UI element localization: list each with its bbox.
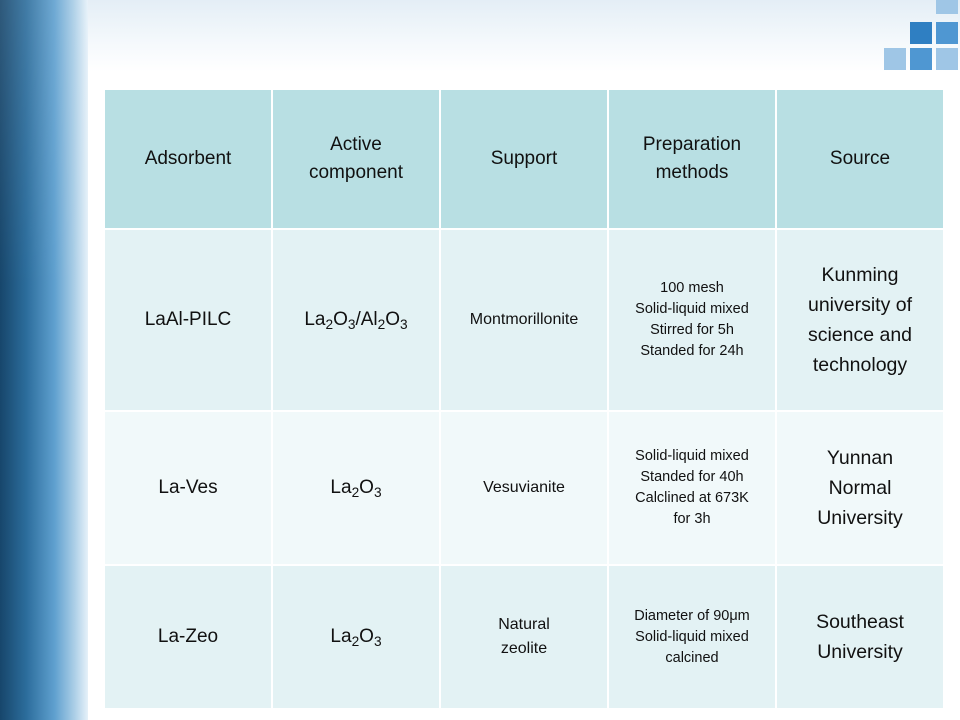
cell-adsorbent: La-Zeo [105, 566, 271, 708]
chem-formula [330, 477, 382, 501]
formula-subscript: 2 [325, 317, 334, 333]
header-active-component [273, 90, 439, 228]
cell-preparation [609, 230, 775, 410]
decor-square [910, 22, 932, 44]
support-line: Natural [498, 616, 550, 633]
formula-text: /Al [355, 309, 378, 330]
formula-text: O [359, 626, 374, 647]
header-line: methods [655, 162, 729, 183]
source-line: technology [812, 354, 908, 376]
prep-line: Calclined at 673K [635, 490, 749, 506]
formula-text: O [333, 309, 348, 330]
decorative-squares [0, 0, 960, 90]
adsorbent-comparison-table [103, 88, 945, 710]
source-line: University [817, 641, 903, 663]
source-line: Southeast [816, 611, 904, 633]
table-row [105, 566, 943, 708]
decor-square [936, 22, 958, 44]
header-line: Adsorbent [144, 148, 232, 169]
chem-formula [304, 309, 408, 333]
cell-support [441, 566, 607, 708]
formula-subscript: 3 [400, 317, 408, 333]
formula-subscript: 3 [373, 485, 382, 501]
source-line: Kunming [821, 264, 899, 286]
cell-active-component [273, 412, 439, 564]
cell-source [777, 566, 943, 708]
prep-line: 100 mesh [660, 280, 724, 296]
cell-support [441, 230, 607, 410]
comparison-table-frame [103, 88, 945, 708]
cell-support [441, 412, 607, 564]
cell-active-component [273, 230, 439, 410]
header-source [777, 90, 943, 228]
header-adsorbent [105, 90, 271, 228]
formula-subscript: 3 [347, 317, 356, 333]
header-line: component [308, 162, 403, 183]
header-line: Active [330, 134, 382, 155]
prep-line: Standed for 24h [640, 343, 744, 359]
cell-preparation [609, 412, 775, 564]
table-row [105, 412, 943, 564]
decor-square [910, 48, 932, 70]
prep-line: calcined [665, 649, 719, 666]
table-row [105, 230, 943, 410]
decor-square [884, 48, 906, 70]
cell-active-component [273, 566, 439, 708]
chem-formula [330, 626, 382, 650]
prep-line: Standed for 40h [640, 469, 744, 485]
table-header-row [105, 90, 943, 228]
source-line: University [817, 507, 903, 529]
cell-preparation [609, 566, 775, 708]
cell-source [777, 412, 943, 564]
cell-source [777, 230, 943, 410]
header-line: Source [829, 148, 891, 169]
source-line: Yunnan [826, 447, 894, 469]
left-gradient-bar [0, 0, 88, 720]
formula-subscript: 3 [373, 634, 382, 650]
header-line: Preparation [642, 134, 742, 155]
formula-text: O [385, 309, 401, 330]
prep-line: Solid-liquid mixed [635, 301, 749, 317]
prep-line: Solid-liquid mixed [635, 448, 749, 464]
formula-subscript: 2 [351, 634, 360, 650]
support-line: zeolite [500, 640, 548, 657]
header-line: Support [490, 148, 558, 169]
prep-line: Stirred for 5h [650, 322, 734, 338]
prep-line: Diameter of 90μm [634, 607, 750, 624]
prep-line: Solid-liquid mixed [635, 628, 749, 645]
cell-adsorbent: La-Ves [105, 412, 271, 564]
formula-subscript: 2 [377, 317, 386, 333]
support-line: Montmorillonite [469, 311, 579, 328]
header-support [441, 90, 607, 228]
header-preparation-methods [609, 90, 775, 228]
source-line: Normal [828, 477, 892, 499]
prep-line: for 3h [673, 511, 711, 527]
support-line: Vesuvianite [483, 479, 565, 496]
decor-square [936, 0, 958, 14]
formula-text: La [304, 309, 326, 330]
cell-adsorbent: LaAl-PILC [105, 230, 271, 410]
formula-text: La [330, 477, 352, 498]
source-line: university of [807, 294, 913, 316]
formula-text: La [330, 626, 352, 647]
source-line: science and [807, 324, 913, 346]
formula-text: O [359, 477, 374, 498]
decor-square [936, 48, 958, 70]
formula-subscript: 2 [351, 485, 360, 501]
